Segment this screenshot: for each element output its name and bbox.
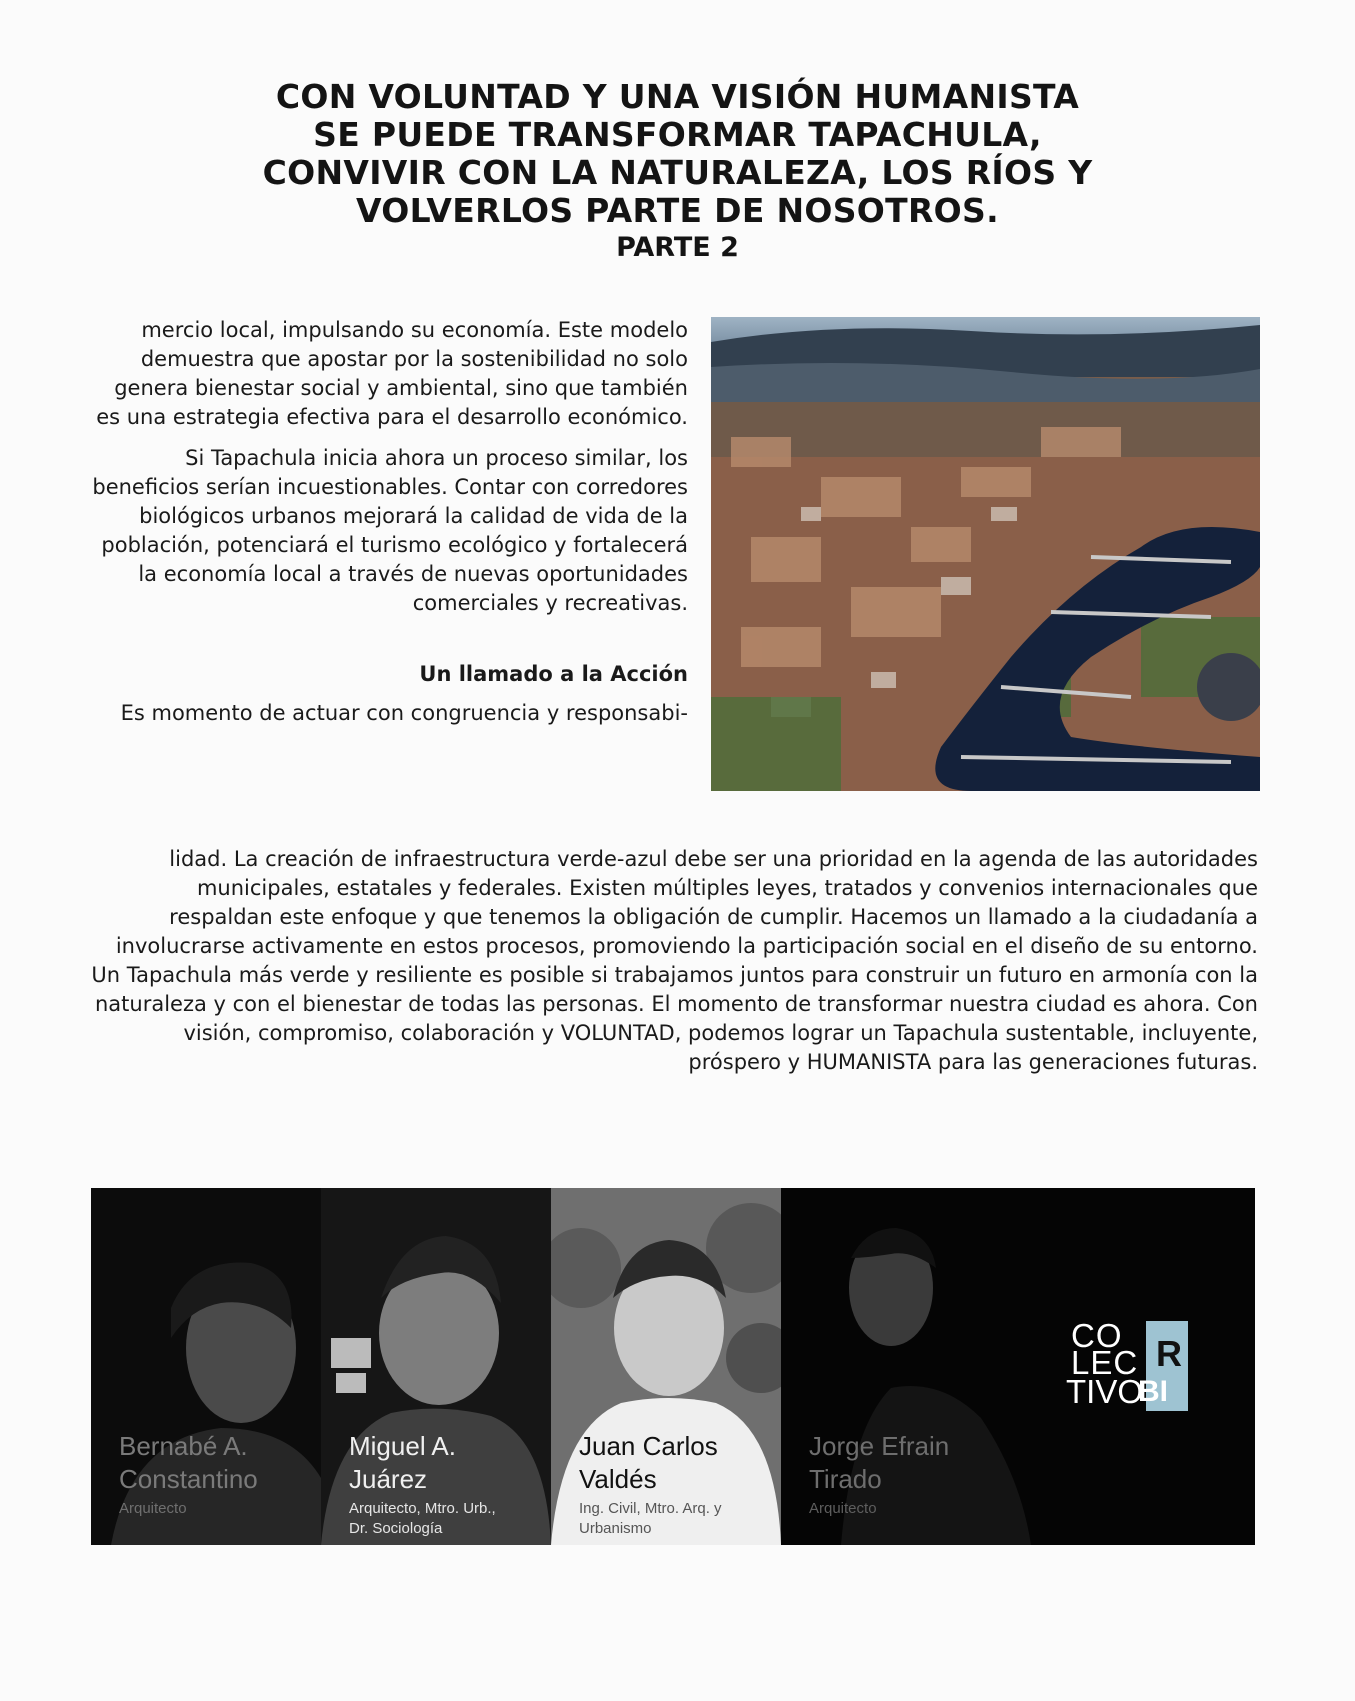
logo-accent-bi: BI <box>1138 1375 1168 1408</box>
author-role: Arquitecto <box>809 1500 877 1517</box>
section-heading: Un llamado a la Acción <box>419 662 688 686</box>
title-line-4: VOLVERLOS PARTE DE NOSOTROS. <box>356 191 999 230</box>
title-line-1: CON VOLUNTAD Y UNA VISIÓN HUMANISTA <box>275 77 1080 116</box>
author-role: Arquitecto <box>119 1500 187 1517</box>
logo-line-1: CO <box>1071 1317 1123 1354</box>
title-line-3: CONVIVIR CON LA NATURALEZA, LOS RÍOS Y <box>262 153 1093 192</box>
colectivo-bir-logo <box>1066 1319 1196 1419</box>
author-name: Jorge Efrain Tirado <box>809 1431 950 1494</box>
author-card-3 <box>551 1188 781 1545</box>
author-card-1 <box>91 1188 321 1545</box>
authors-banner <box>91 1188 1255 1545</box>
logo-accent-r: R <box>1156 1333 1182 1374</box>
paragraph-2: Si Tapachula inicia ahora un proceso similar, los beneficios serían incuestionables. Contar con corredores biológicos urbanos mejorará la calidad de vida de la población, potenciará el turismo ecológico y fortalecerá la economía local a través de nuevas oportunidades comerciales y recreativas. <box>92 446 688 615</box>
paragraph-3-continuation: lidad. La creación de infraestructura verde-azul debe ser una prioridad en la agenda de las autoridades municipales, estatales y federales. Existen múltiples leyes, tratados y convenios internacionales que respaldan este enfoque y que tenemos la obligación de cumplir. Hacemos un llamado a la ciudadanía a involucrarse activamente en estos procesos, promoviendo la participación social en el diseño de su entorno. Un Tapachula más verde y resiliente es posible si trabajamos juntos para construir un futuro en armonía con la naturaleza y con el bienestar de todas las personas. El momento de transformar nuestra ciudad es ahora. Con visión, compromiso, colaboración y VOLUNTAD, podemos lograr un Tapachula sustentable, incluyente, próspero y HUMANISTA para las generaciones futuras. <box>91 847 1258 1074</box>
author-name: Bernabé A. Constantino <box>119 1431 258 1494</box>
aerial-city-photo <box>711 317 1260 791</box>
article-left-column <box>88 316 688 728</box>
paragraph-1: mercio local, impulsando su economía. Este modelo demuestra que apostar por la sostenibilidad no solo genera bienestar social y ambiental, sino que también es una estrategia efectiva para el desarrollo económico. <box>96 318 688 429</box>
part-subtitle: PARTE 2 <box>616 232 739 263</box>
author-name: Juan Carlos Valdés <box>579 1431 718 1494</box>
logo-line-3: TIVO <box>1066 1373 1144 1410</box>
author-role: Ing. Civil, Mtro. Arq. y Urbanismo <box>579 1500 722 1537</box>
article-header <box>150 78 1205 266</box>
author-name: Miguel A. Juárez <box>349 1431 456 1494</box>
paragraph-3-start: Es momento de actuar con congruencia y responsabi- <box>120 701 688 725</box>
title-line-2: SE PUEDE TRANSFORMAR TAPACHULA, <box>313 115 1042 154</box>
aerial-city-river-icon <box>711 317 1260 791</box>
author-role: Arquitecto, Mtro. Urb., Dr. Sociología <box>349 1500 496 1537</box>
logo-line-2: LEC <box>1071 1344 1139 1381</box>
author-card-2 <box>321 1188 551 1545</box>
